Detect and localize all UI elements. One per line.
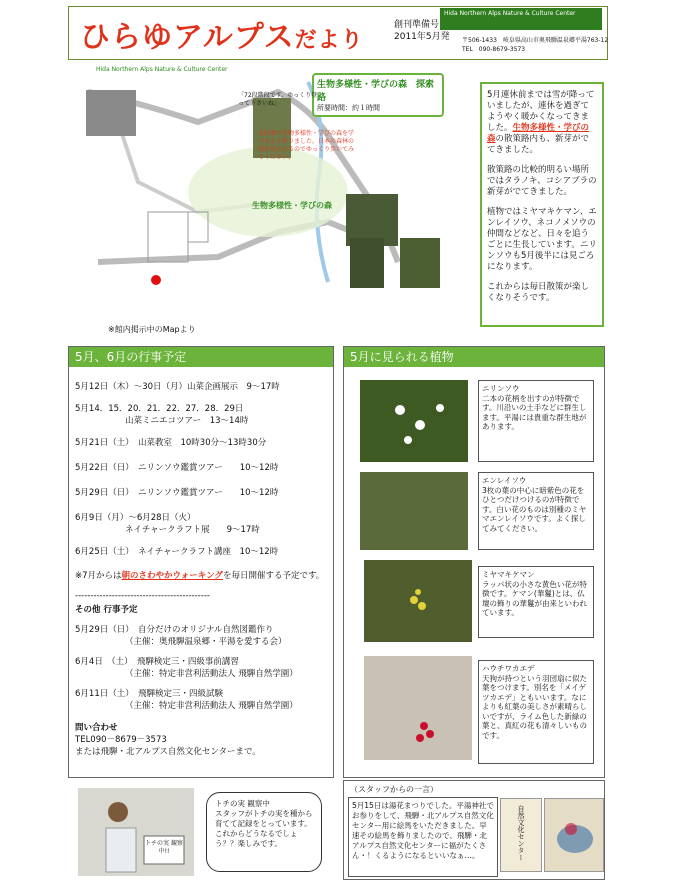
tochi-speech-bubble: トチの実 観察中 スタッフがトチの実を種から育てて記録をとっています。これからどうなるでしょう？？楽しみです。 — [206, 792, 322, 872]
ema-photo-1 — [500, 798, 542, 872]
contact-heading: 問い合わせ — [75, 723, 118, 733]
intro-p4: これからは毎日散策が楽しくなりそうです。 — [487, 282, 590, 303]
map-center-name: Hida Northern Alps Nature & Culture Center — [96, 66, 228, 73]
other-events-heading: その他 行事予定 — [75, 605, 138, 615]
plant-card-miyamakikeman: ミヤマキケマン ラッパ状の小さな黄色い花が特徴です。ケマン(華鬘)とは、仏壇の飾りの華鬘が由来といわれています。 — [478, 566, 594, 638]
tochi-photo-label: トチの実 観察中!! — [145, 840, 183, 855]
event-line: 6月4日 （土） 飛騨検定三・四級事前講習 — [75, 657, 239, 667]
current-location-marker — [151, 275, 161, 285]
map-photo-5 — [400, 238, 440, 288]
event-line: （主催：奥飛騨温泉郷・平湯を愛する会） — [125, 637, 287, 647]
event-line: （主催：特定非営利活動法人 飛騨自然学園） — [125, 701, 298, 711]
map-photo-1 — [86, 90, 136, 136]
event-line: 5月29日（日） 自分だけのオリジナル自然図鑑作り — [75, 625, 274, 635]
ema-photo-2 — [544, 798, 604, 872]
contact-line: または飛騨・北アルプス自然文化センターまで。 — [75, 747, 261, 757]
newsletter-title: ひらゆアルプスだより — [80, 20, 364, 55]
divider: -------------------------------------------- — [75, 591, 210, 601]
map-title-box: 生物多様性・学びの森 探索路 所要時間：約１時間 — [312, 73, 444, 117]
event-line: （主催：特定非営利活動法人 飛騨自然学園） — [125, 669, 298, 679]
plant-photo-nirinso — [360, 380, 468, 462]
event-line: 5月21日（土） 山菜教室 10時30分～13時30分 — [75, 438, 267, 448]
intro-p2: 散策路の比較的明るい場所ではタラノキ、コシアブラの新芽がでてきました。 — [487, 165, 597, 197]
forest-note: 北斜面で生物多様性・学びの森を学べるよう作りました。日本の森林の姿が見られるのでゆっくり歩いてみてください。 — [258, 130, 355, 161]
address-block: 〒506-1433 岐阜県高山市奥飛騨温泉郷平湯763-12 TEL 090-8679-3573 — [462, 37, 609, 53]
stairs-note: 「72段階段です。ゆっくり登って下さいね」 — [238, 92, 318, 107]
staff-comment-heading: （スタッフからの一言） — [350, 785, 438, 794]
staff-comment-text: 5月15日は湯花まつりでした。平湯神社でお参りをして、飛騨・北アルプス自然文化センター用に絵馬をいただきました。早速その絵馬を飾りましたので、飛騨・北アルプス自然文化センターに福がたくさん・！くるようになるといいなぁ…。 — [348, 797, 498, 877]
intro-p3: 植物ではミヤマキケマン、エンレイソウ、ネコノメソウの仲間などなど、日々を追うごとに生長しています。ニリンソウも5月後半には見ごろになります。 — [487, 207, 597, 272]
event-line: 山菜ミニエコツアー 13～14時 — [125, 416, 249, 426]
event-line: 6月11日（土） 飛騨検定三・四級試験 — [75, 689, 223, 699]
plant-card-hauchiwakaede: ハウチワカエデ 天狗が持つという羽団扇に似た葉をつけます。別名を「メイゲツカエデ」ともいいます。なによりも紅葉の美しさが素晴らしいですが、ライム色した新緑の葉と、真紅の花も清々しいものです。 — [478, 660, 594, 764]
events-heading: 5月、6月の行事予定 — [69, 347, 333, 367]
walk-notice: ※7月からは朝のさわやかウォーキングを毎日開催する予定です。 — [75, 571, 325, 581]
event-line: 6月9日（月）～6月28日（火） — [75, 513, 196, 523]
event-line: 6月25日（土） ネイチャークラフト講座 10～12時 — [75, 547, 279, 557]
intro-p1: 5月連休前までは雪が降っていましたが、連休を過ぎてようやく暖かくなってきました。生物多様性・学びの森の散策路内も、新芽がでてきました。 — [487, 90, 595, 155]
event-line: 5月22日（日） ニリンソウ鑑賞ツアー 10～12時 — [75, 463, 279, 473]
map-photo-4 — [350, 238, 384, 288]
plant-photo-miyamakikeman — [364, 560, 472, 642]
intro-box — [480, 82, 604, 327]
tochi-photo — [78, 788, 194, 876]
ema-label: 自然文化センター — [517, 805, 525, 861]
center-logo: Hida Northern Alps Nature & Culture Center — [440, 8, 602, 30]
events-section — [68, 346, 334, 778]
event-line: 5月14．15．20．21．22．27．28．29日 — [75, 404, 244, 414]
plant-card-enreiso: エンレイソウ 3枚の葉の中心に暗紫色の花をひとつだけつけるのが特徴です。白い花のものは別種のミヤマエンレイソウです。よく探してみてください。 — [478, 472, 594, 550]
event-line: ネイチャークラフト展 9～17時 — [125, 525, 260, 535]
plant-photo-hauchiwakaede — [364, 656, 472, 760]
event-line: 5月29日（日） ニリンソウ鑑賞ツアー 10～12時 — [75, 488, 279, 498]
plants-heading: 5月に見られる植物 — [344, 347, 604, 367]
plant-photo-enreiso — [360, 472, 468, 550]
plant-card-nirinso: ニリンソウ 二本の花柄を出すのが特徴です。川沿いの土手などに群生します。平湯には貴重な群生地があります。 — [478, 380, 594, 462]
issue-info: 創刊準備号 2011年5月発 — [394, 20, 450, 42]
contact-tel: TEL090－8679－3573 — [75, 735, 167, 745]
event-line: 5月12日（木）～30日（月）山菜企画展示 9～17時 — [75, 382, 280, 392]
map-caption: ※館内掲示中のMapより — [108, 325, 196, 334]
forest-label: 生物多様性・学びの森 — [252, 201, 332, 210]
